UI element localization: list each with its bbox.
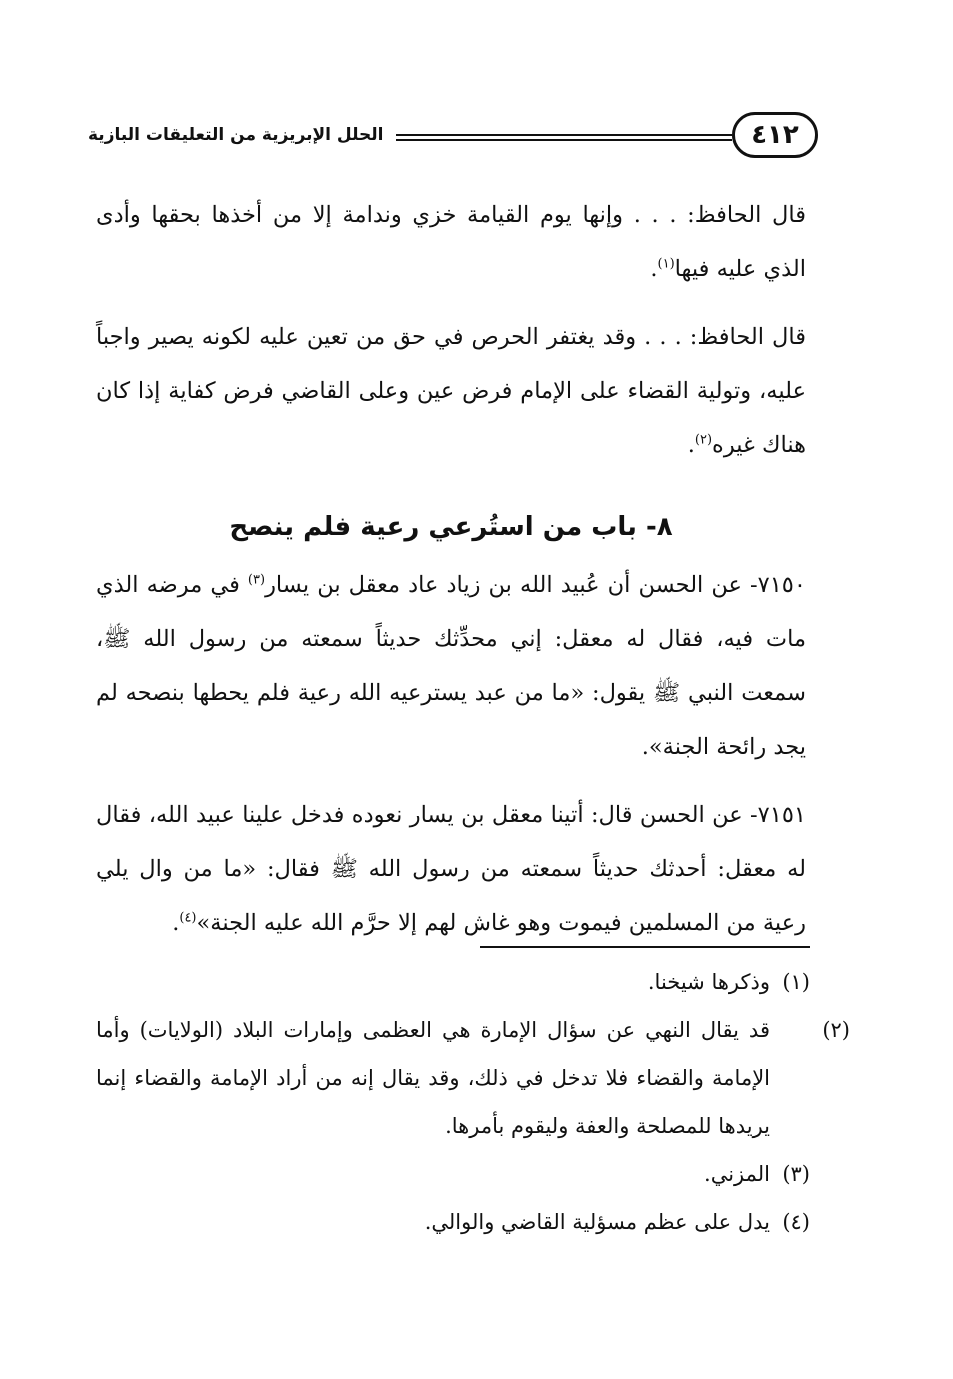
page-header xyxy=(88,108,818,162)
footnote-number: (٤) xyxy=(782,1210,810,1234)
footnotes xyxy=(96,958,850,1246)
hadith-7150-part2: في مرضه الذي مات فيه، فقال له معقل: إني محدِّثك حديثاً سمعته من رسول الله ﷺ، سمعت النبي ﷺ يقول: «ما من عبد يسترعيه الله رعية فلم يحطها بنصحه لم يجد رائحة الجنة». xyxy=(96,572,806,760)
hadith-7151 xyxy=(96,788,806,950)
footnote-2 xyxy=(96,1006,850,1150)
footnote-text: يدل على عظم مسؤلية القاضي والوالي. xyxy=(424,1210,770,1234)
footnote-text: قد يقال النهي عن سؤال الإمارة هي العظمى وإمارات البلاد (الولايات) وأما الإمامة والقضاء فلا تدخل في ذلك، وقد يقال إنه من أراد الإمامة والقضاء إنما يريدها للمصلحة والعفة وليقوم بأمرها. xyxy=(96,1018,770,1138)
hadith-7151-end: . xyxy=(172,910,180,936)
footnote-3 xyxy=(96,1150,810,1198)
footnote-text: وذكرها شيخنا. xyxy=(647,970,770,994)
hadith-7150-part1: ٧١٥٠- عن الحسن أن عُبيد الله بن زياد عاد معقل بن يسار xyxy=(265,572,806,598)
footnote-ref-1: (١) xyxy=(657,256,675,272)
header-rule xyxy=(396,134,732,141)
footnote-1 xyxy=(96,958,810,1006)
chapter-heading: ٨- باب من استُرعي رعية فلم ينصح xyxy=(229,512,673,542)
hadith-7151-text: ٧١٥١- عن الحسن قال: أتينا معقل بن يسار نعوده فدخل علينا عبيد الله، فقال له معقل: أحدثك حديثاً سمعته من رسول الله ﷺ فقال: «ما من وال يلي رعية من المسلمين فيموت وهو غاش لهم إلا حرَّم الله عليه الجنة» xyxy=(96,802,806,936)
paragraph-1 xyxy=(96,188,806,296)
paragraph-1-end: . xyxy=(650,256,658,282)
footnote-ref-3: (٣) xyxy=(247,572,266,588)
footnote-text: المزني. xyxy=(704,1162,770,1186)
paragraph-1-text: قال الحافظ: . . . وإنها يوم القيامة خزي وندامة إلا من أخذها بحقها وأدى الذي عليه فيها xyxy=(96,202,806,282)
footnote-separator xyxy=(480,946,810,948)
footnote-ref-2: (٢) xyxy=(694,432,713,448)
hadith-7150 xyxy=(96,558,806,774)
footnote-4 xyxy=(96,1198,810,1246)
page-number: ٤١٢ xyxy=(732,112,818,158)
footnote-number: (١) xyxy=(782,970,810,994)
footnote-number: (٣) xyxy=(782,1162,810,1186)
footnote-number: (٢) xyxy=(822,1018,850,1042)
paragraph-2-text: قال الحافظ: . . . وقد يغتفر الحرص في حق من تعين عليه لكونه يصير واجباً عليه، وتولية القضاء على الإمام فرض عين وعلى القاضي فرض كفاية إذا كان هناك غيره xyxy=(96,324,806,458)
paragraph-2 xyxy=(96,310,806,472)
main-text xyxy=(96,188,806,964)
paragraph-2-end: . xyxy=(687,432,695,458)
footnote-ref-4: (٤) xyxy=(179,910,197,926)
running-title: الحلل الإبريزية من التعليقات البازية xyxy=(88,125,384,145)
